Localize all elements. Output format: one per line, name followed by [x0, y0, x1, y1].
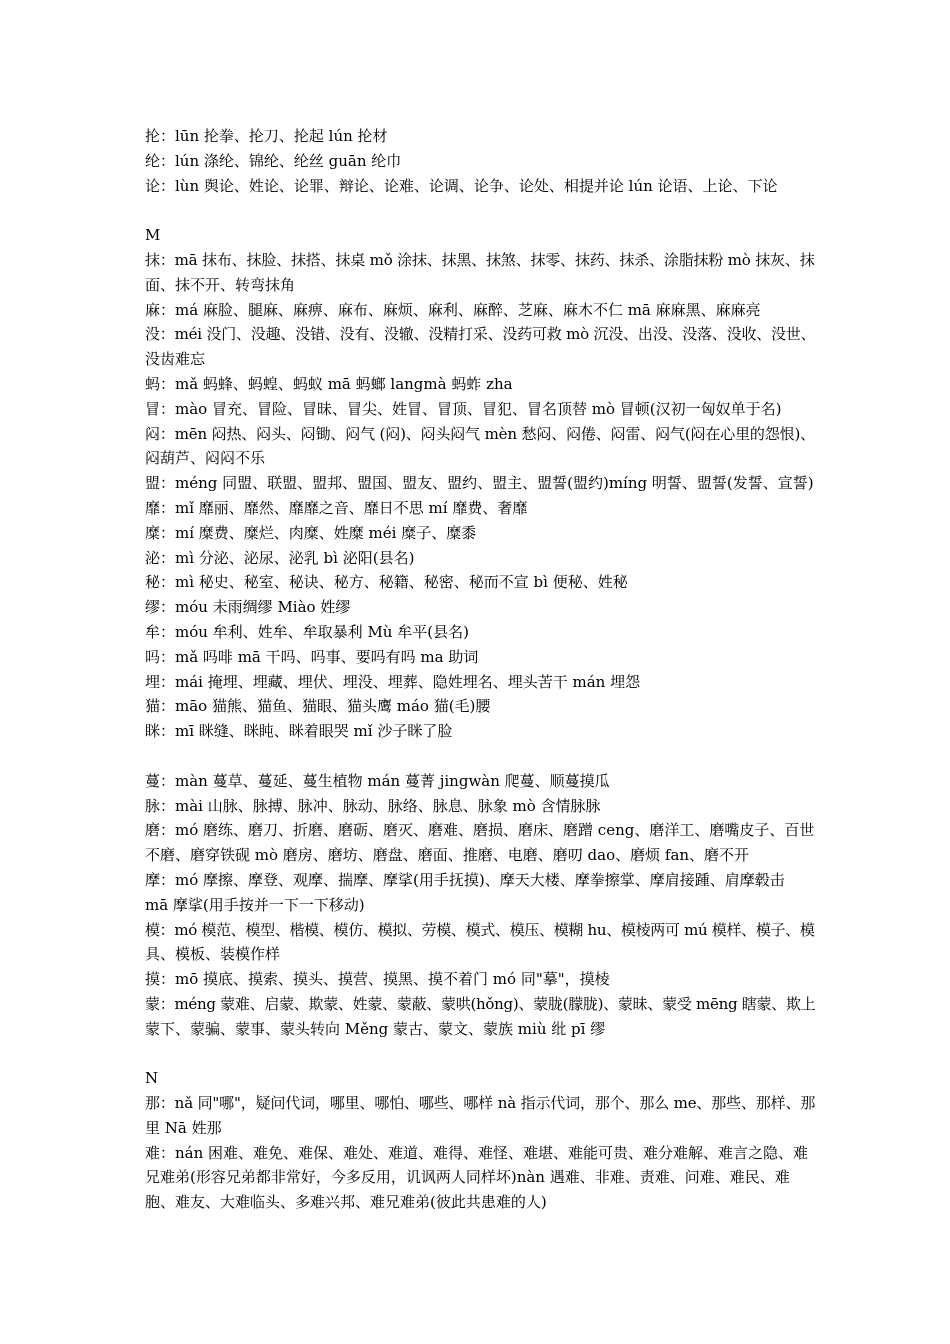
text-line: 难：nán 困难、难免、难保、难处、难道、难得、难怪、难堪、难能可贵、难分难解、难言之隐、难	[145, 1143, 809, 1162]
text-line: 里 Nā 姓那	[145, 1118, 222, 1137]
blank-line	[145, 744, 815, 769]
text-line: 靡：mǐ 靡丽、靡然、靡靡之音、靡日不思 mí 靡费、奢靡	[145, 498, 528, 517]
text-line: 闷：mēn 闷热、闷头、闷锄、闷气 (闷)、闷头闷气 mèn 愁闷、闷倦、闷雷、闷气(闷在心里的怨恨)、	[145, 424, 815, 443]
text-line: 不磨、磨穿铁砚 mò 磨房、磨坊、磨盘、磨面、推磨、电磨、磨叨 dao、磨烦 fan、磨不开	[145, 846, 750, 865]
text-line: 盟：méng 同盟、联盟、盟邦、盟国、盟友、盟约、盟主、盟誓(盟约)míng 明誓、盟誓(发誓、宣誓)	[145, 474, 814, 493]
text-line: 没齿难忘	[145, 350, 206, 369]
text-line: 蚂：mǎ 蚂蜂、蚂蝗、蚂蚁 mā 蚂螂 langmà 蚂蚱 zha	[145, 374, 513, 393]
text-line: 没：méi 没门、没趣、没错、没有、没辙、没精打采、没药可救 mò 沉没、出没、没落、没收、没世、	[145, 325, 816, 344]
text-line: 缪：móu 未雨绸缪 Miào 姓缪	[145, 598, 351, 617]
text-line: 脉：mài 山脉、脉搏、脉冲、脉动、脉络、脉息、脉象 mò 含情脉脉	[145, 796, 601, 815]
text-line: 抡：lūn 抡拳、抡刀、抡起 lún 抡材	[145, 127, 388, 145]
text-line: 秘：mì 秘史、秘室、秘诀、秘方、秘籍、秘密、秘而不宣 bì 便秘、姓秘	[145, 573, 628, 592]
text-line: 闷葫芦、闷闷不乐	[145, 449, 266, 468]
text-line: 具、模板、装模作样	[145, 945, 281, 964]
text-line: 吗：mǎ 吗啡 mā 干吗、吗事、要吗有吗 ma 助词	[145, 647, 479, 666]
text-line: 胞、难友、大难临头、多难兴邦、难兄难弟(彼此共患难的人)	[145, 1193, 547, 1212]
document-body	[145, 124, 815, 1215]
text-line: 论：lùn 舆论、姓论、论罪、辩论、论难、论调、论争、论处、相提并论 lún 论语、上论、下论	[145, 176, 778, 195]
text-line: 面、抹不开、转弯抹角	[145, 275, 296, 294]
blank-line	[145, 1041, 815, 1066]
text-line: 泌：mì 分泌、泌尿、泌乳 bì 泌阳(县名)	[145, 548, 415, 567]
text-line: 兄难弟(形容兄弟都非常好，今多反用，讥讽两人同样坏)nàn 遇难、非难、责难、问难、难民、难	[145, 1168, 790, 1187]
text-line: 摩：mó 摩擦、摩登、观摩、揣摩、摩挲(用手抚摸)、摩天大楼、摩拳擦掌、摩肩接踵、肩摩毂击	[145, 870, 785, 889]
text-line: 抹：mā 抹布、抹脸、抹搭、抹桌 mǒ 涂抹、抹黑、抹煞、抹零、抹药、抹杀、涂脂抹粉 mò 抹灰、抹	[145, 250, 815, 269]
text-line: 那：nǎ 同"哪"，疑问代词，哪里、哪怕、哪些、哪样 nà 指示代词，那个、那么 me、那些、那样、那	[145, 1094, 816, 1113]
text-line: mā 摩挲(用手按并一下一下移动)	[145, 895, 365, 914]
text-line: 纶：lún 涤纶、锦纶、纶丝 guān 纶巾	[145, 151, 402, 170]
text-line: 磨：mó 磨练、磨刀、折磨、磨砺、磨灭、磨难、磨损、磨床、磨蹭 ceng、磨洋工、磨嘴皮子、百世	[145, 821, 815, 840]
text-line: 埋：mái 掩埋、埋藏、埋伏、埋没、埋葬、隐姓埋名、埋头苦干 mán 埋怨	[145, 672, 641, 691]
blank-line	[145, 198, 815, 223]
text-line: 蒙：méng 蒙难、启蒙、欺蒙、姓蒙、蒙蔽、蒙哄(hǒng)、蒙胧(朦胧)、蒙昧、蒙受 mēng 瞎蒙、欺上	[145, 994, 816, 1013]
section-heading-m: M	[145, 226, 161, 245]
text-line: 麻：má 麻脸、腿麻、麻痹、麻布、麻烦、麻利、麻醉、芝麻、麻木不仁 mā 麻麻黑、麻麻亮	[145, 300, 761, 319]
text-line: 摸：mō 摸底、摸索、摸头、摸营、摸黑、摸不着门 mó 同"摹"，摸棱	[145, 970, 610, 989]
text-line: 牟：móu 牟利、姓牟、牟取暴利 Mù 牟平(县名)	[145, 622, 469, 641]
text-line: 蒙下、蒙骗、蒙事、蒙头转向 Měng 蒙古、蒙文、蒙族 miù 纰 pī 缪	[145, 1019, 606, 1038]
text-line: 猫：māo 猫熊、猫鱼、猫眼、猫头鹰 máo 猫(毛)腰	[145, 697, 491, 716]
section-heading-n: N	[145, 1069, 159, 1088]
text-line: 眯：mī 眯缝、眯盹、眯着眼哭 mǐ 沙子眯了脸	[145, 722, 453, 741]
text-line: 冒：mào 冒充、冒险、冒昧、冒尖、姓冒、冒顶、冒犯、冒名顶替 mò 冒顿(汉初一匈奴单于名)	[145, 399, 782, 418]
text-line: 蔓：màn 蔓草、蔓延、蔓生植物 mán 蔓菁 jingwàn 爬蔓、顺蔓摸瓜	[145, 771, 610, 790]
text-line: 模：mó 模范、模型、楷模、模仿、模拟、劳模、模式、模压、模糊 hu、模棱两可 mú 模样、模子、模	[145, 920, 815, 939]
text-line: 糜：mí 糜费、糜烂、肉糜、姓糜 méi 糜子、糜黍	[145, 523, 477, 542]
